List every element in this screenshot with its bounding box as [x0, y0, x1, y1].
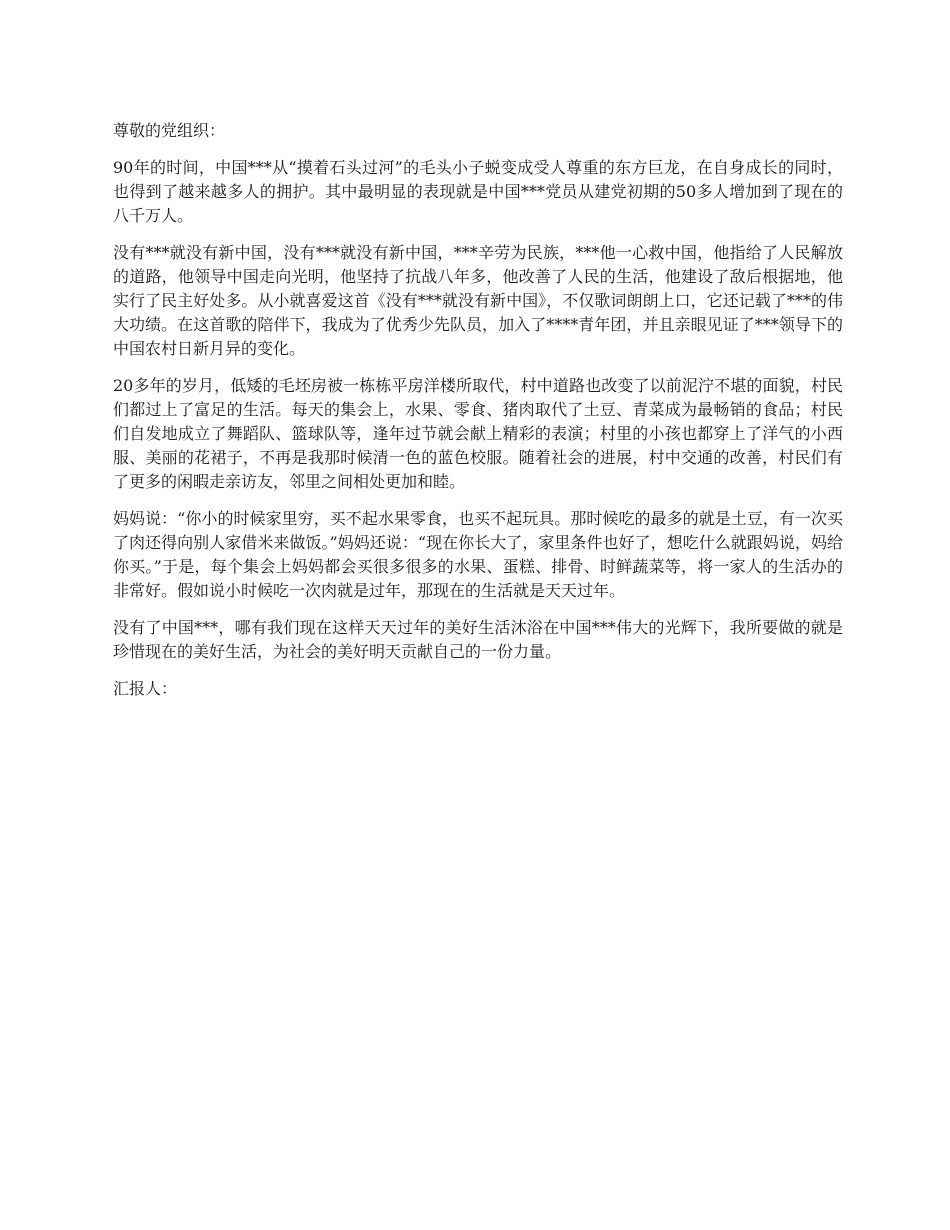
paragraph-2: 没有***就没有新中国，没有***就没有新中国，***辛劳为民族，***他一心救中国，他指给了人民解放的道路，他领导中国走向光明，他坚持了抗战八年多，他改善了人民的生活，他建设了敌后根据地，他实行了民主好处多。从小就喜爱这首《没有***就没有新中国》，不仅歌词朗朗上口，它还记载了***的伟大功绩。在这首歌的陪伴下，我成为了优秀少先队员，加入了****青年团，并且亲眼见证了***领导下的中国农村日新月异的变化。: [113, 243, 843, 358]
paragraph-1: 90年的时间，中国***从“摸着石头过河”的毛头小子蜕变成受人尊重的东方巨龙，在自身成长的同时，也得到了越来越多人的拥护。其中最明显的表现就是中国***党员从建党初期的50多人增加到了现在的八千万人。: [113, 158, 843, 225]
signature-line: 汇报人：: [113, 679, 178, 698]
paragraph-4: 妈妈说：“你小的时候家里穷，买不起水果零食，也买不起玩具。那时候吃的最多的就是土豆，有一次买了肉还得向别人家借米来做饭。”妈妈还说：“现在你长大了，家里条件也好了，想吃什么就跟妈说，妈给你买。”于是，每个集会上妈妈都会买很多很多的水果、蛋糕、排骨、时鲜蔬菜等，将一家人的生活办的非常好。假如说小时候吃一次肉就是过年，那现在的生活就是天天过年。: [113, 509, 843, 600]
paragraph-3: 20多年的岁月，低矮的毛坯房被一栋栋平房洋楼所取代，村中道路也改变了以前泥泞不堪的面貌，村民们都过上了富足的生活。每天的集会上，水果、零食、猪肉取代了土豆、青菜成为最畅销的食品；村民们自发地成立了舞蹈队、篮球队等，逢年过节就会献上精彩的表演；村里的小孩也都穿上了洋气的小西服、美丽的花裙子，不再是我那时候清一色的蓝色校服。随着社会的进展，村中交通的改善，村民们有了更多的闲暇走亲访友，邻里之间相处更加和睦。: [113, 376, 843, 491]
paragraph-5: 没有了中国***，哪有我们现在这样天天过年的美好生活沐浴在中国***伟大的光辉下，我所要做的就是珍惜现在的美好生活，为社会的美好明天贡献自己的一份力量。: [113, 618, 843, 661]
salutation: 尊敬的党组织：: [113, 121, 226, 140]
document-page: [113, 119, 843, 714]
